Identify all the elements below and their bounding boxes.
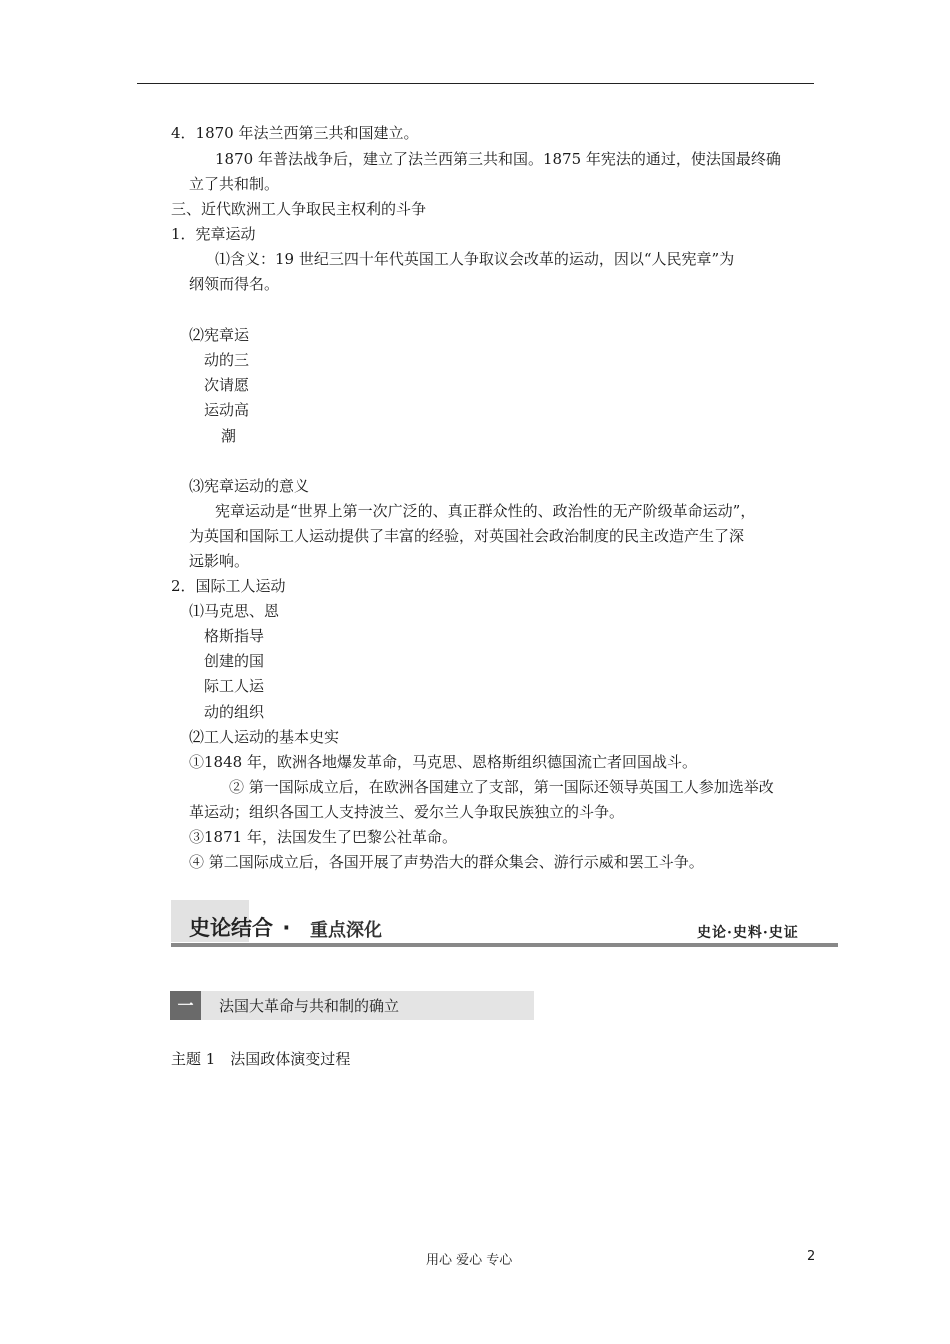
diagram-label: 次请愿 <box>204 376 250 394</box>
fact-item: ①1848 年，欧洲各地爆发革命，马克思、恩格斯组织德国流亡者回国战斗。 <box>189 753 697 771</box>
paragraph-line: ⑴含义：19 世纪三四十年代英国工人争取议会改革的运动，因以“人民宪章”为 <box>215 250 735 268</box>
diagram-label: ⑵宪章运 <box>189 326 250 344</box>
fact-item-continued: 革运动；组织各国工人支持波兰、爱尔兰人争取民族独立的斗争。 <box>189 803 625 821</box>
banner-subtitle: 重点深化 <box>310 920 382 941</box>
fact-item: ③1871 年，法国发生了巴黎公社革命。 <box>189 828 457 846</box>
footer-slogan: 用心 爱心 专心 <box>426 1253 513 1268</box>
diagram-label: 动的三 <box>204 351 250 369</box>
page-number: 2 <box>807 1249 816 1264</box>
paragraph-line: 立了共和制。 <box>189 175 280 193</box>
chartism-heading: 1．宪章运动 <box>171 225 256 243</box>
section-number: 一 <box>170 991 201 1020</box>
diagram-label: 际工人运 <box>204 677 265 695</box>
topic-heading: 主题 1 法国政体演变过程 <box>171 1050 351 1068</box>
diagram-label: 动的组织 <box>204 703 265 721</box>
banner-title: 史论结合 · <box>189 916 291 940</box>
fact-item: ④ 第二国际成立后，各国开展了声势浩大的群众集会、游行示威和罢工斗争。 <box>189 853 704 871</box>
diagram-label: 潮 <box>221 427 237 445</box>
diagram-label: 格斯指导 <box>204 627 265 645</box>
diagram-label: 创建的国 <box>204 652 265 670</box>
paragraph-line: 宪章运动是“世界上第一次广泛的、真正群众性的、政治性的无产阶级革命运动”， <box>215 502 756 520</box>
paragraph-line: 纲领而得名。 <box>189 275 280 293</box>
paragraph-line: 远影响。 <box>189 552 250 570</box>
facts-heading: ⑵工人运动的基本史实 <box>189 728 340 746</box>
header-rule <box>137 83 814 84</box>
section-three-heading: 三、近代欧洲工人争取民主权利的斗争 <box>171 200 427 218</box>
diagram-label: ⑴马克思、恩 <box>189 602 280 620</box>
fact-item: ② 第一国际成立后，在欧洲各国建立了支部，第一国际还领导英国工人参加选举改 <box>229 778 774 796</box>
item-4-heading: 4．1870 年法兰西第三共和国建立。 <box>171 124 419 142</box>
diagram-label: 运动高 <box>204 401 250 419</box>
banner-tagline: 史论·史料·史证 <box>697 925 799 941</box>
paragraph-line: 为英国和国际工人运动提供了丰富的经验，对英国社会政治制度的民主改造产生了深 <box>189 527 745 545</box>
paragraph-line: 1870 年普法战争后，建立了法兰西第三共和国。1875 年宪法的通过，使法国最终确 <box>215 150 781 168</box>
section-title: 法国大革命与共和制的确立 <box>219 997 400 1015</box>
international-heading: 2．国际工人运动 <box>171 577 286 595</box>
banner-rule <box>171 943 838 947</box>
significance-heading: ⑶宪章运动的意义 <box>189 477 310 495</box>
